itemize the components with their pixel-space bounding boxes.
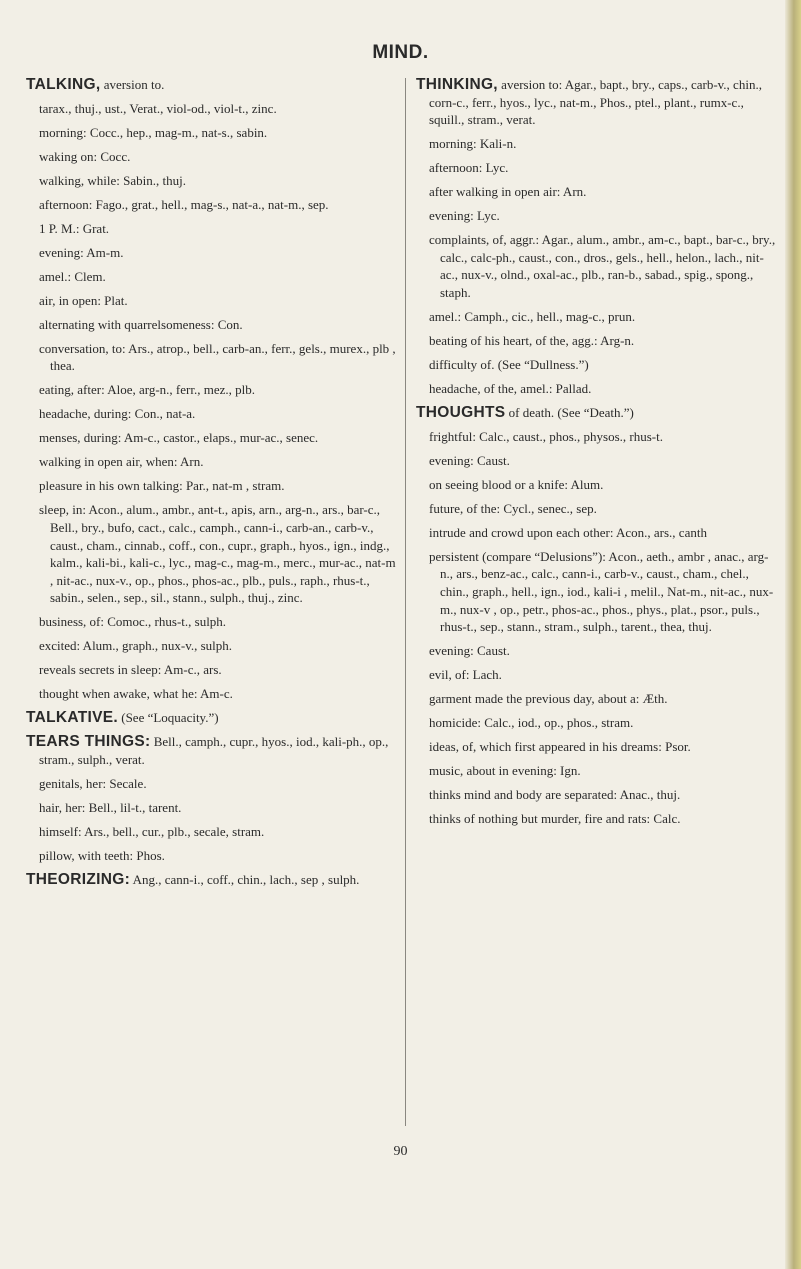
rubric-heading: TEARS THINGS: — [26, 733, 151, 751]
sub-rubric: frightful: Calc., caust., phos., physos., rhus-t. — [429, 428, 663, 444]
rubric-entry — [26, 733, 398, 768]
sub-rubric: reveals secrets in sleep: Am-c., ars. — [39, 662, 222, 678]
rubric-heading: THEORIZING: — [26, 870, 131, 888]
rubric-entry — [416, 76, 778, 129]
sub-rubric: evening: Caust. — [429, 452, 510, 468]
sub-rubric: evening: Caust. — [429, 643, 510, 659]
rubric-entry — [26, 871, 398, 889]
sub-rubric: air, in open: Plat. — [39, 292, 128, 308]
sub-rubric: evening: Lyc. — [429, 208, 500, 224]
rubric-heading: TALKATIVE. — [26, 709, 118, 727]
sub-rubric: 1 P. M.: Grat. — [39, 220, 110, 236]
rubric-text: Ang., cann-i., coff., chin., lach., sep , sulph. — [130, 871, 360, 887]
page-number: 90 — [393, 1144, 408, 1159]
sub-rubric: thought when awake, what he: Am-c. — [39, 686, 233, 702]
sub-rubric: evil, of: Lach. — [429, 667, 502, 683]
sub-rubric: afternoon: Fago., grat., hell., mag-s., nat-a., nat-m., sep. — [39, 196, 329, 212]
sub-rubric: amel.: Camph., cic., hell., mag-c., prun. — [429, 308, 636, 324]
sub-rubric: menses, during: Am-c., castor., elaps., mur-ac., senec. — [39, 430, 319, 446]
sub-rubric: tarax., thuj., ust., Verat., viol-od., viol-t., zinc. — [39, 100, 277, 116]
sub-rubric: difficulty of. (See “Dullness.”) — [429, 356, 589, 372]
left-column — [26, 76, 398, 895]
page-edge — [785, 0, 801, 1269]
right-column — [416, 76, 778, 834]
sub-rubric: intrude and crowd upon each other: Acon., ars., canth — [429, 524, 707, 540]
sub-rubric: morning: Cocc., hep., mag-m., nat-s., sabin. — [39, 124, 268, 140]
sub-rubric: genitals, her: Secale. — [39, 775, 147, 791]
sub-rubric: himself: Ars., bell., cur., plb., secale, stram. — [39, 823, 265, 839]
rubric-heading: THINKING, — [416, 76, 498, 93]
column-divider — [405, 78, 406, 1126]
sub-rubric: business, of: Comoc., rhus-t., sulph. — [39, 614, 227, 630]
sub-rubric: pillow, with teeth: Phos. — [39, 847, 165, 863]
sub-rubric: after walking in open air: Arn. — [429, 184, 587, 200]
sub-rubric: walking in open air, when: Arn. — [39, 454, 204, 470]
rubric-entry — [26, 76, 398, 94]
sub-rubric: pleasure in his own talking: Par., nat-m , stram. — [39, 478, 285, 494]
rubric-text: aversion to: Agar., bapt., bry., caps., carb-v., chin., corn-c., ferr., hyos., lyc., nat-m., Phos., ptel., plant., rumx-c., squill., stram., verat. — [429, 77, 762, 128]
sub-rubric: morning: Kali-n. — [429, 136, 517, 152]
sub-rubric: future, of the: Cycl., senec., sep. — [429, 500, 597, 516]
sub-rubric: conversation, to: Ars., atrop., bell., carb-an., ferr., gels., murex., plb , thea. — [39, 340, 396, 374]
sub-rubric: headache, during: Con., nat-a. — [39, 406, 196, 422]
sub-rubric: music, about in evening: Ign. — [429, 763, 581, 778]
sub-rubric: alternating with quarrelsomeness: Con. — [39, 316, 243, 332]
sub-rubric: ideas, of, which first appeared in his dreams: Psor. — [429, 739, 691, 755]
rubric-heading: THOUGHTS — [416, 403, 506, 421]
sub-rubric: afternoon: Lyc. — [429, 160, 509, 176]
sub-rubric: excited: Alum., graph., nux-v., sulph. — [39, 638, 233, 654]
sub-rubric: walking, while: Sabin., thuj. — [39, 172, 186, 188]
rubric-text: Bell., camph., cupr., hyos., iod., kali-ph., op., stram., sulph., verat. — [39, 734, 389, 767]
rubric-text: (See “Loquacity.”) — [117, 710, 219, 726]
sub-rubric: hair, her: Bell., lil-t., tarent. — [39, 799, 182, 815]
sub-rubric: eating, after: Aloe, arg-n., ferr., mez., plb. — [39, 382, 255, 398]
rubric-entry — [416, 404, 778, 422]
rubric-heading: TALKING, — [26, 76, 101, 93]
sub-rubric: complaints, of, aggr.: Agar., alum., ambr., am-c., bapt., bar-c., bry., calc., calc-ph., caust., con., dros., gels., hell., helon., lach., nit-ac., nux-v., olnd., oxal-ac., plb., ran-b., sabad., spig., spong., staph. — [429, 232, 776, 300]
sub-rubric: garment made the previous day, about a: Æth. — [429, 691, 668, 707]
sub-rubric: beating of his heart, of the, agg.: Arg-n. — [429, 332, 635, 348]
rubric-text: aversion to. — [100, 77, 165, 92]
sub-rubric: homicide: Calc., iod., op., phos., stram. — [429, 715, 634, 731]
sub-rubric: headache, of the, amel.: Pallad. — [429, 380, 592, 396]
sub-rubric: waking on: Cocc. — [39, 148, 131, 164]
sub-rubric: thinks mind and body are separated: Anac., thuj. — [429, 786, 681, 802]
page-header: MIND. — [372, 42, 429, 63]
sub-rubric: amel.: Clem. — [39, 268, 106, 284]
sub-rubric: persistent (compare “Delusions”): Acon., aeth., ambr , anac., arg-n., ars., benz-ac., calc., cann-i., carb-v., caust., cham., chel., chin., graph., hell., ign., iod., kali-i , melil., Nat-m., nit-ac., nux-m., nux-v , op., petr., phos-ac., phos., phys., plat., psor., puls., rhus-t., sep., stann., stram., sulph., tarent., thea, thuj. — [429, 548, 774, 635]
rubric-text: of death. (See “Death.”) — [505, 404, 634, 420]
rubric-entry — [26, 709, 398, 727]
sub-rubric: thinks of nothing but murder, fire and rats: Calc. — [429, 810, 681, 826]
sub-rubric: sleep, in: Acon., alum., ambr., ant-t., apis, arn., arg-n., ars., bar-c., Bell., bry., bufo, cact., calc., camph., cann-i., carb-an., carb-v., caust., cham., cinnab., coff., con., cupr., graph., hyos., ign., indg., kalm., kali-bi., kali-c., lyc., mag-c., mag-m., merc., mur-ac., nat-m , nit-ac., nux-v., op., phos., phos-ac., plb., puls., raph., rhus-t., sabin., selen., sep., sil., stann., sulph., thuj., zinc. — [39, 502, 396, 606]
sub-rubric: evening: Am-m. — [39, 244, 124, 260]
sub-rubric: on seeing blood or a knife: Alum. — [429, 476, 604, 492]
